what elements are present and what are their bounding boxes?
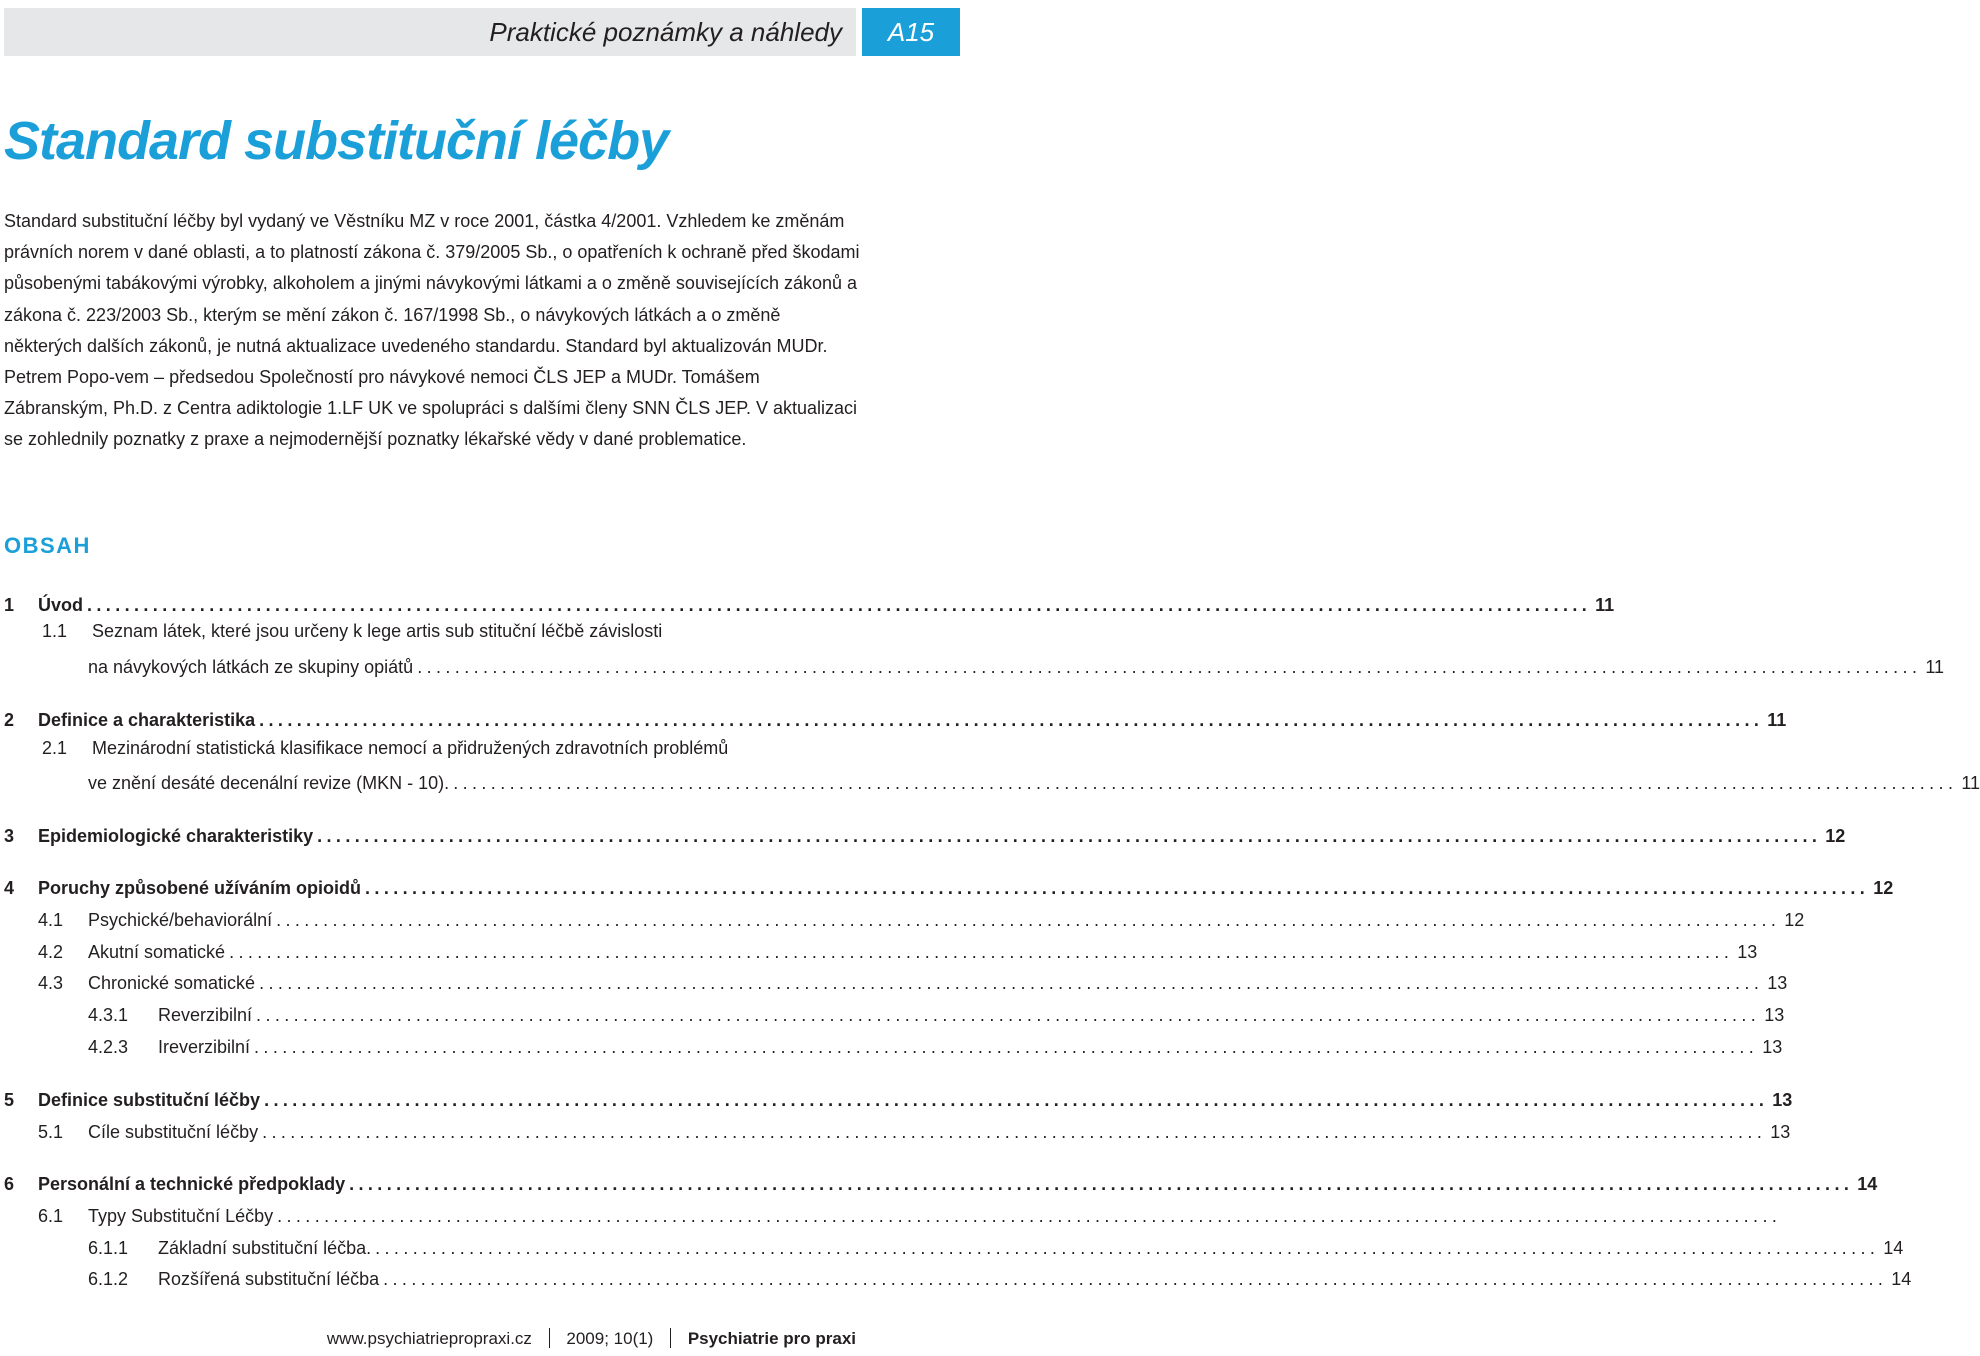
toc-leader: ................................................................................................................................................................ [365,878,1870,898]
toc-number: 6.1 [38,1206,64,1226]
toc-label: Personální a technické předpoklady [38,1174,346,1194]
toc-page: 13 [1764,1005,1785,1025]
toc-page: 14 [1883,1238,1904,1258]
toc-number: 1 [4,595,15,615]
toc-page: 11 [1595,595,1615,615]
toc-label: Mezinárodní statistická klasifikace nemocí a přidružených zdravotních problémů [92,738,729,758]
toc-leader: ................................................................................................................................................................ [383,1269,1888,1289]
toc-number: 6.1.1 [88,1238,129,1258]
toc-number: 4 [4,878,15,898]
toc-leader: ................................................................................................................................................................ [264,1090,1769,1110]
toc-number: 2.1 [42,738,68,758]
toc-page: 12 [1825,826,1846,846]
toc-leader: ................................................................................................................................................................ [229,942,1734,962]
toc-page: 13 [1762,1037,1783,1057]
toc-page: 12 [1784,910,1805,930]
toc-leader: ................................................................................................................................................................ [317,826,1822,846]
toc-page: 13 [1770,1122,1791,1142]
toc-label: Seznam látek, které jsou určeny k lege artis sub stituční léčbě závislosti [92,621,663,641]
toc-page: 11 [1925,657,1945,677]
toc-entry-6-1-2[interactable] [88,1260,1912,1290]
toc-label: Rozšířená substituční léčba [158,1269,380,1289]
toc-page: 13 [1737,942,1758,962]
toc-leader: ................................................................................................................................................................ [87,595,1592,615]
footer-divider [670,1328,671,1348]
toc-leader: ................................................................................................................................................................ [277,1206,1782,1226]
toc-entry-1-1-line1[interactable] [42,616,662,646]
toc-number: 4.3.1 [88,1005,129,1025]
toc-entry-6-1[interactable] [38,1197,1782,1227]
toc-label: Definice a charakteristika [38,710,256,730]
toc-number: 6.1.2 [88,1269,129,1289]
toc-number: 5 [4,1090,15,1110]
toc-entry-4-1[interactable] [38,901,1805,931]
toc-entry-4-2-3[interactable] [88,1028,1783,1058]
toc-label: Cíle substituční léčby [88,1122,259,1142]
section-title: Praktické poznámky a náhledy [489,17,842,47]
toc-page: 13 [1772,1090,1793,1110]
toc-number: 5.1 [38,1122,64,1142]
toc-label: Úvod [38,595,83,615]
toc-entry-4-2[interactable] [38,933,1758,963]
toc-label: Definice substituční léčby [38,1090,261,1110]
toc-leader: ................................................................................................................................................................ [417,657,1922,677]
toc-number: 4.3 [38,973,64,993]
toc-leader: ................................................................................................................................................................ [259,710,1764,730]
toc-entry-4[interactable] [4,869,1894,899]
toc-entry-3[interactable] [4,817,1846,847]
toc-label: Chronické somatické [88,973,256,993]
toc-heading: OBSAH [4,533,91,558]
toc-entry-5-1[interactable] [38,1113,1791,1143]
toc-entry-1-1-line2[interactable] [88,648,1945,678]
toc-number: 4.2 [38,942,64,962]
toc-label: Psychické/behaviorální [88,910,273,930]
toc-leader: ................................................................................................................................................................ [259,973,1764,993]
toc-entry-4-3-1[interactable] [88,996,1785,1026]
toc-leader: ................................................................................................................................................................ [349,1174,1854,1194]
toc-number: 4.2.3 [88,1037,129,1057]
toc-label: Akutní somatické [88,942,226,962]
toc-leader: ................................................................................................................................................................ [453,773,1958,793]
footer-issue: 2009; 10(1) [566,1329,654,1348]
toc-number: 1.1 [42,621,68,641]
toc-entry-5[interactable] [4,1081,1793,1111]
toc-number: 4.1 [38,910,64,930]
toc-label: Reverzibilní [158,1005,253,1025]
page-badge: A15 [862,8,960,56]
toc-leader: ................................................................................................................................................................ [276,910,1781,930]
toc-label: Základní substituční léčba. [158,1238,372,1258]
toc-label: ve znění desáté decenální revize (MKN - 10). [88,773,450,793]
toc-entry-6-1-1[interactable] [88,1229,1904,1259]
toc-leader: ................................................................................................................................................................ [254,1037,1759,1057]
toc-entry-2-1-line2[interactable] [88,764,1980,794]
toc-leader: ................................................................................................................................................................ [256,1005,1761,1025]
toc-label: Typy Substituční Léčby [88,1206,274,1226]
toc-label: na návykových látkách ze skupiny opiátů [88,657,414,677]
footer-url[interactable]: www.psychiatriepropraxi.cz [326,1329,532,1348]
document-title: Standard substituční léčby [4,111,669,171]
intro-paragraph: Standard substituční léčby byl vydaný ve Věstníku MZ v roce 2001, částka 4/2001. Vzhledem ke změnám právních norem v dané oblasti, a to platností zákona č. 379/2005 Sb., o opatřeních k ochraně před škodami působenými tabákovými výrobky, alkoholem a jinými návykovými látkami a o změně souvisejících zákonů a zákona č. 223/2003 Sb., kterým se mění zákon č. 167/1998 Sb., o návykových látkách a o změně některých dalších zákonů, je nutná aktualizace uvedeného standardu. Standard byl aktualizován MUDr. Petrem Popo-vem – předsedou Společností pro návykové nemoci ČLS JEP a MUDr. Tomášem Zábranským, Ph.D. z Centra adiktologie 1.LF UK ve spolupráci s dalšími členy SNN ČLS JEP. V aktualizaci se zohlednily poznatky z praxe a nejmodernější poznatky lékařské vědy v dané problematice. [4,211,860,450]
footer-journal: Psychiatrie pro praxi [687,1329,856,1348]
toc-page: 14 [1891,1269,1912,1289]
toc-page: 11 [1767,710,1787,730]
toc-number: 3 [4,826,15,846]
toc-page: 11 [1961,773,1980,793]
toc-label: Epidemiologické charakteristiky [38,826,314,846]
toc-entry-2[interactable] [4,701,1787,731]
toc-page: 12 [1873,878,1894,898]
footer-divider [549,1328,550,1348]
toc-entry-1[interactable] [4,586,1615,616]
toc-entry-2-1-line1[interactable] [42,733,728,763]
toc-entry-4-3[interactable] [38,964,1788,994]
toc-label: Ireverzibilní [158,1037,251,1057]
toc-number: 6 [4,1174,15,1194]
toc-leader: ................................................................................................................................................................ [375,1238,1880,1258]
page-footer [327,1328,856,1349]
toc-label: Poruchy způsobené užíváním opioidů [38,878,362,898]
toc-number: 2 [4,710,15,730]
toc-entry-6[interactable] [4,1165,1878,1195]
toc-leader: ................................................................................................................................................................ [262,1122,1767,1142]
toc-page: 14 [1857,1174,1878,1194]
toc-page: 13 [1767,973,1788,993]
